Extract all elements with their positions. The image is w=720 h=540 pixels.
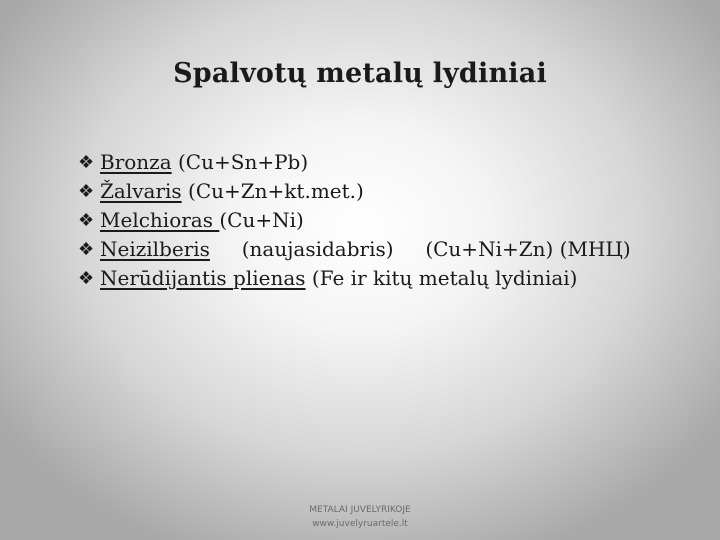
bullet-list bbox=[78, 148, 672, 293]
bullet-link-zalvaris[interactable]: Žalvaris bbox=[100, 179, 182, 203]
bullet-text: (Cu+Zn+kt.met.) bbox=[181, 179, 364, 203]
list-item bbox=[78, 264, 672, 293]
bullet-link-nerudijantis[interactable]: Nerūdijantis bbox=[100, 266, 234, 290]
bullet-link-melchioras[interactable]: Melchioras bbox=[100, 208, 220, 232]
footer-url[interactable]: www.juvelyruartele.lt bbox=[312, 519, 408, 529]
diamond-quad-icon: ❖ bbox=[78, 181, 95, 202]
diamond-quad-icon: ❖ bbox=[78, 268, 95, 289]
bullet-link-plienas[interactable]: plienas bbox=[233, 266, 306, 290]
diamond-quad-icon: ❖ bbox=[78, 152, 95, 173]
list-item bbox=[78, 148, 672, 177]
bullet-text: (Fe ir kitų metalų lydiniai) bbox=[305, 266, 578, 290]
slide-title: Spalvotų metalų lydiniai bbox=[173, 58, 547, 89]
diamond-quad-icon: ❖ bbox=[78, 210, 95, 231]
diamond-quad-icon: ❖ bbox=[78, 239, 95, 260]
bullet-text: (naujasidabris) (Cu+Ni+Zn) (МНЦ) bbox=[209, 237, 631, 261]
list-item bbox=[78, 206, 672, 235]
bullet-text: (Cu+Ni) bbox=[219, 208, 304, 232]
bullet-link-neizilberis[interactable]: Neizilberis bbox=[100, 237, 210, 261]
footer bbox=[280, 503, 440, 531]
footer-title: METALAI JUVELYRIKOJE bbox=[309, 505, 411, 515]
bullet-link-bronza[interactable]: Bronza bbox=[100, 150, 172, 174]
bullet-text: (Cu+Sn+Pb) bbox=[171, 150, 309, 174]
list-item bbox=[78, 235, 672, 264]
list-item bbox=[78, 177, 672, 206]
